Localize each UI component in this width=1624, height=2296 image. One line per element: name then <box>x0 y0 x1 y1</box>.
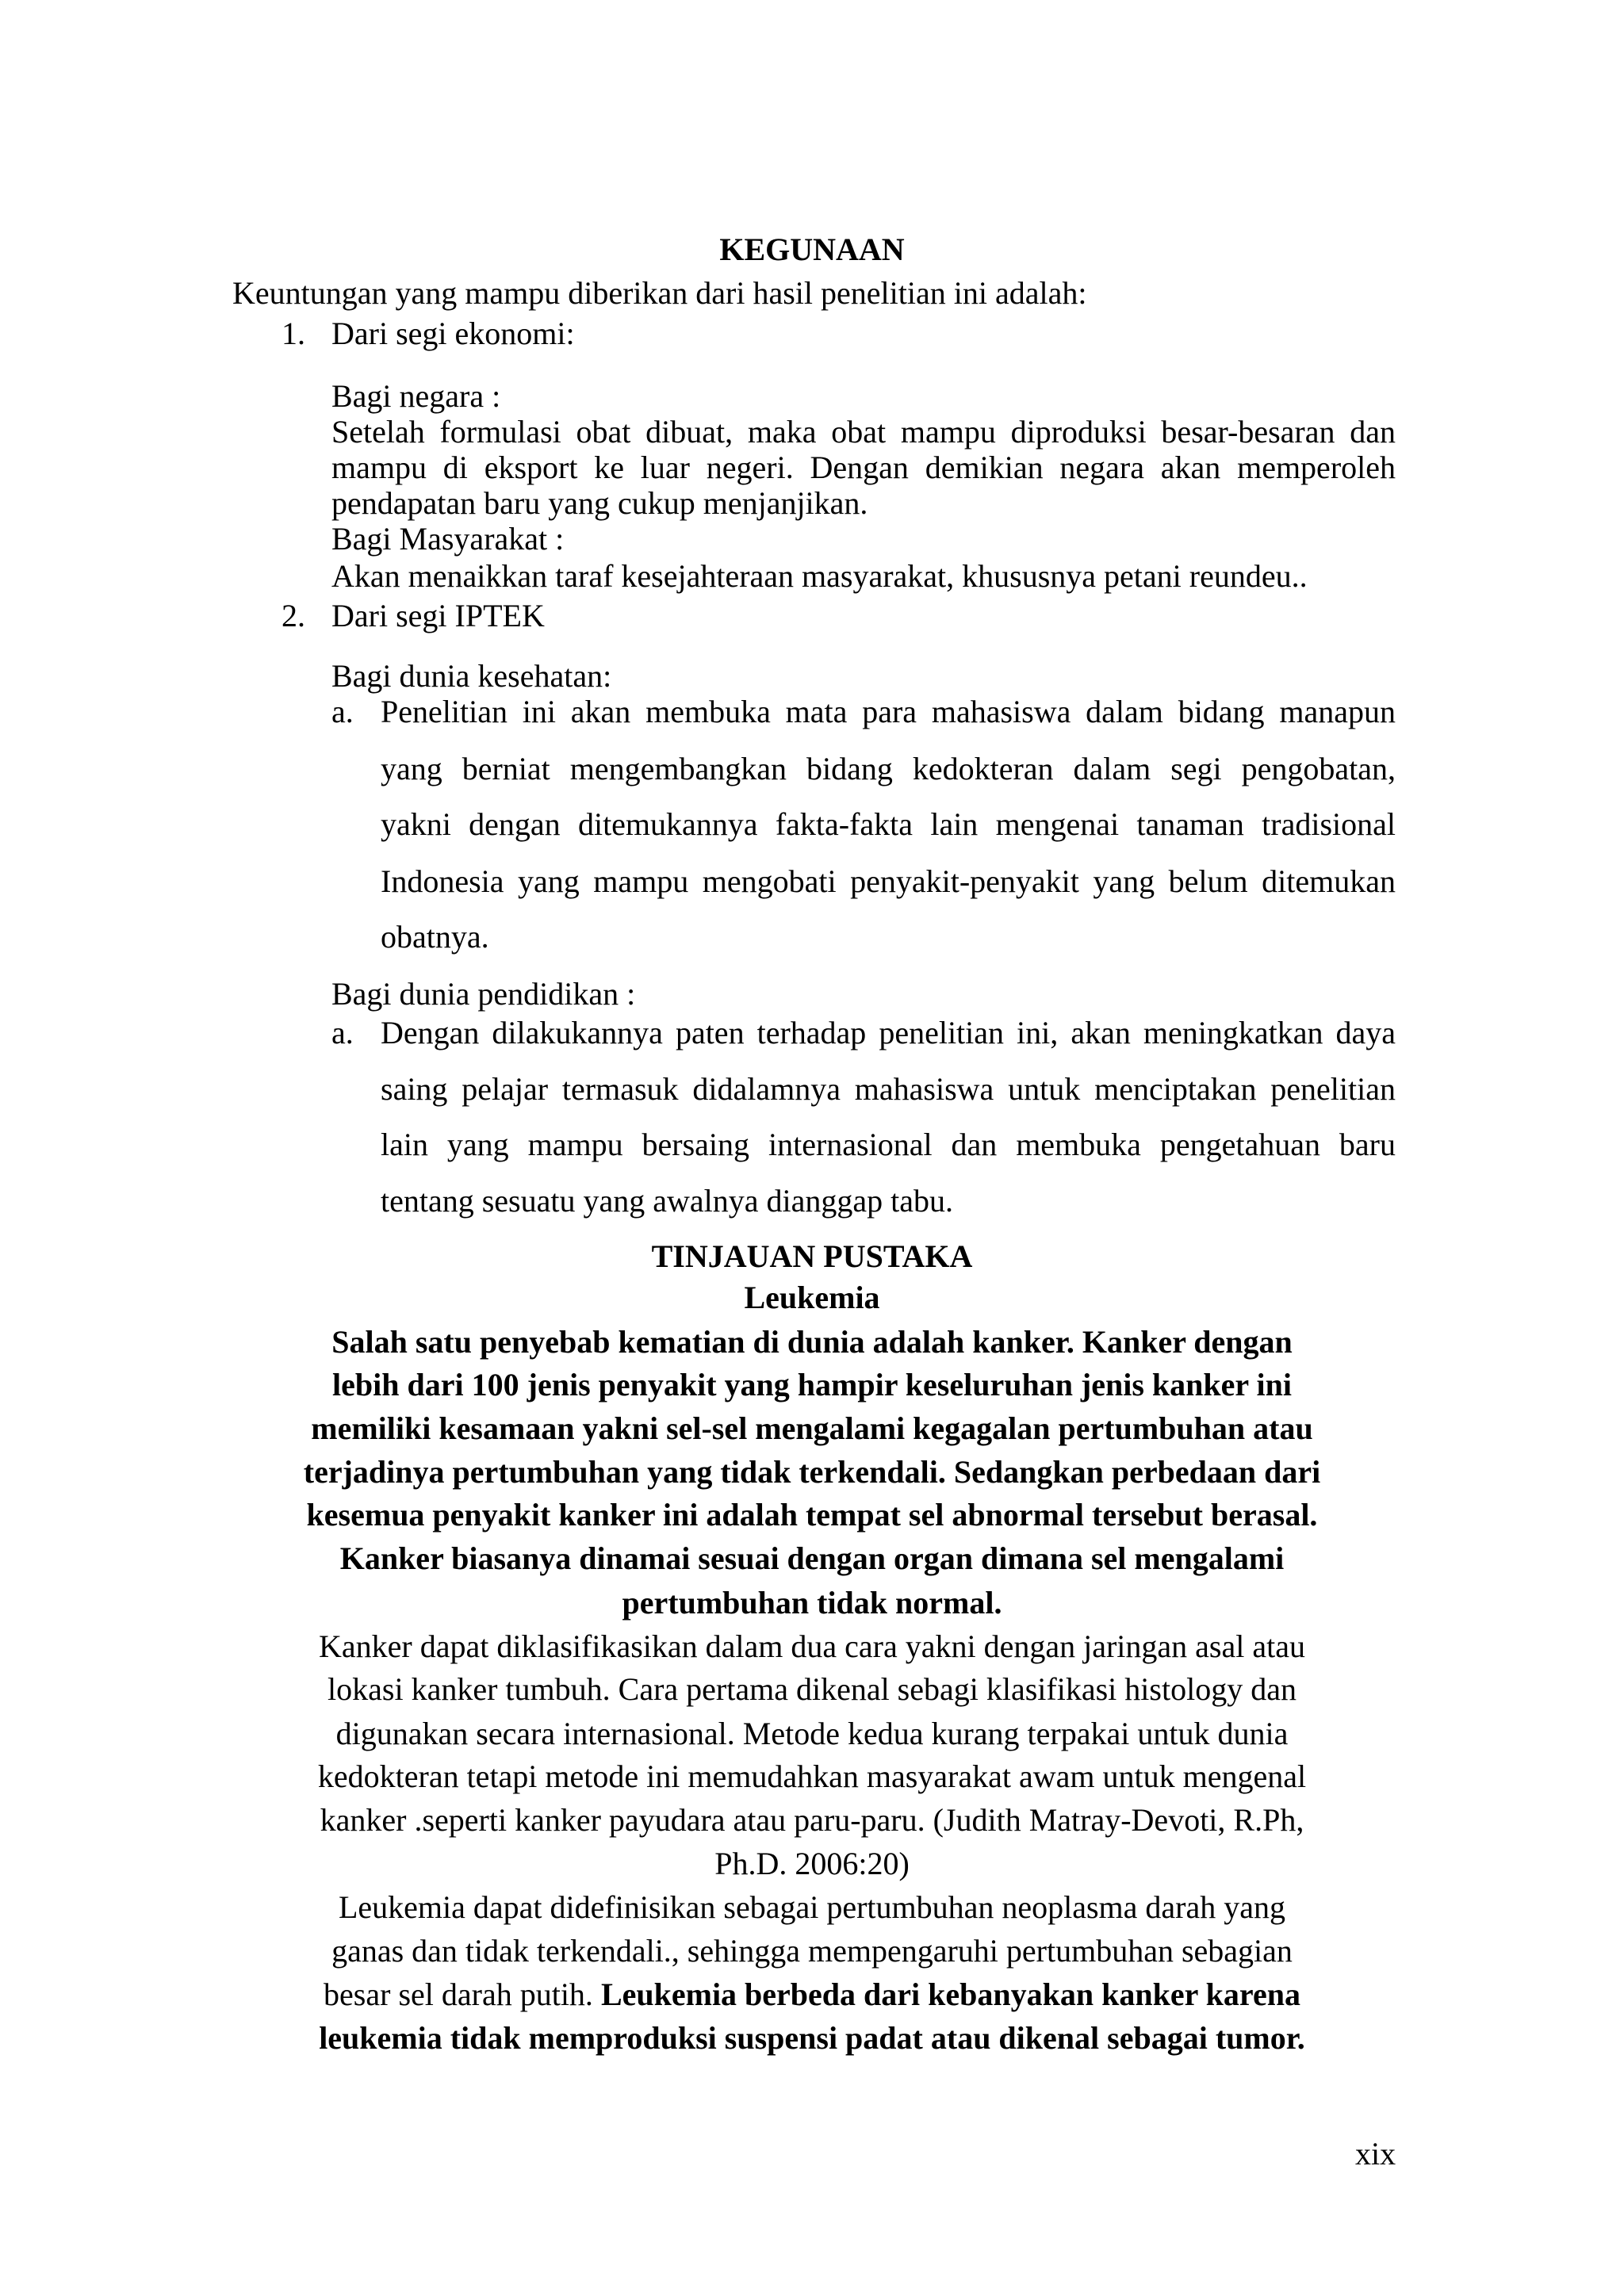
section-heading-kegunaan: KEGUNAAN <box>719 232 905 267</box>
para2-line-1: Kanker dapat diklasifikasikan dalam dua cara yakni dengan jaringan asal atau <box>319 1628 1305 1664</box>
para2-line-5: kanker .seperti kanker payudara atau paru-paru. (Judith Matray-Devoti, R.Ph, <box>320 1802 1304 1838</box>
kesehatan-line-3: yakni dengan ditemukannya fakta-fakta lain mengenai tanaman tradisional <box>381 806 1396 842</box>
bold-para-line-7: pertumbuhan tidak normal. <box>622 1585 1002 1621</box>
label-bagi-negara: Bagi negara : <box>331 378 501 414</box>
negara-line-1: Setelah formulasi obat dibuat, maka obat mampu diproduksi besar-besaran dan <box>331 414 1396 450</box>
bold-para-line-3: memiliki kesamaan yakni sel-sel mengalami kegagalan pertumbuhan atau <box>311 1410 1313 1446</box>
kesehatan-marker: a. <box>331 694 354 729</box>
para2-line-2: lokasi kanker tumbuh. Cara pertama dikenal sebagi klasifikasi histology dan <box>327 1671 1297 1707</box>
bold-para-line-1: Salah satu penyebab kematian di dunia adalah kanker. Kanker dengan <box>331 1324 1293 1360</box>
pendidikan-line-1: Dengan dilakukannya paten terhadap penelitian ini, akan meningkatkan daya <box>381 1015 1396 1050</box>
para3-line-3-bold: Leukemia berbeda dari kebanyakan kanker karena <box>600 1976 1300 2012</box>
bold-para-line-2: lebih dari 100 jenis penyakit yang hampir keseluruhan jenis kanker ini <box>332 1367 1292 1402</box>
kesehatan-line-5: obatnya. <box>381 919 489 955</box>
negara-line-3: pendapatan baru yang cukup menjanjikan. <box>331 485 868 521</box>
masyarakat-line-1: Akan menaikkan taraf kesejahteraan masyarakat, khususnya petani reundeu.. <box>331 558 1308 594</box>
list-number-1: 1. <box>282 316 305 351</box>
para3-line-3-normal: besar sel darah putih. <box>324 1976 601 2012</box>
para3-line-1: Leukemia dapat didefinisikan sebagai pertumbuhan neoplasma darah yang <box>338 1889 1286 1925</box>
pendidikan-marker: a. <box>331 1015 354 1050</box>
pendidikan-line-2: saing pelajar termasuk didalamnya mahasiswa untuk menciptakan penelitian <box>381 1071 1396 1107</box>
bold-para-line-6: Kanker biasanya dinamai sesuai dengan organ dimana sel mengalami <box>339 1540 1285 1576</box>
negara-line-2: mampu di eksport ke luar negeri. Dengan demikian negara akan memperoleh <box>331 450 1396 485</box>
kesehatan-line-4: Indonesia yang mampu mengobati penyakit-penyakit yang belum ditemukan <box>381 863 1396 899</box>
para3-line-2: ganas dan tidak terkendali., sehingga mempengaruhi pertumbuhan sebagian <box>331 1933 1293 1969</box>
subheading-leukemia: Leukemia <box>744 1280 880 1315</box>
para3-line-4: leukemia tidak memproduksi suspensi padat atau dikenal sebagai tumor. <box>319 2020 1305 2056</box>
pendidikan-line-4: tentang sesuatu yang awalnya dianggap tabu. <box>381 1183 953 1219</box>
label-bagi-dunia-kesehatan: Bagi dunia kesehatan: <box>331 658 612 694</box>
para2-line-4: kedokteran tetapi metode ini memudahkan masyarakat awam untuk mengenal <box>317 1758 1307 1794</box>
pendidikan-line-3: lain yang mampu bersaing internasional dan membuka pengetahuan baru <box>381 1127 1396 1162</box>
kesehatan-line-2: yang berniat mengembangkan bidang kedokteran dalam segi pengobatan, <box>381 751 1396 786</box>
label-bagi-dunia-pendidikan: Bagi dunia pendidikan : <box>331 976 636 1012</box>
para2-line-3: digunakan secara internasional. Metode kedua kurang terpakai untuk dunia <box>335 1716 1289 1751</box>
section-heading-tinjauan-pustaka: TINJAUAN PUSTAKA <box>651 1238 973 1274</box>
list-title-ekonomi: Dari segi ekonomi: <box>331 316 575 351</box>
label-bagi-masyarakat: Bagi Masyarakat : <box>331 521 565 557</box>
intro-text: Keuntungan yang mampu diberikan dari hasil penelitian ini adalah: <box>232 275 1087 311</box>
para2-line-6: Ph.D. 2006:20) <box>714 1846 910 1881</box>
bold-para-line-4: terjadinya pertumbuhan yang tidak terkendali. Sedangkan perbedaan dari <box>303 1454 1321 1490</box>
para3-line-3 <box>0 1975 1624 2015</box>
page-number: xix <box>1355 2136 1396 2172</box>
kesehatan-line-1: Penelitian ini akan membuka mata para mahasiswa dalam bidang manapun <box>381 694 1396 729</box>
bold-para-line-5: kesemua penyakit kanker ini adalah tempat sel abnormal tersebut berasal. <box>306 1497 1318 1533</box>
list-number-2: 2. <box>282 598 305 633</box>
list-title-iptek: Dari segi IPTEK <box>331 598 545 633</box>
